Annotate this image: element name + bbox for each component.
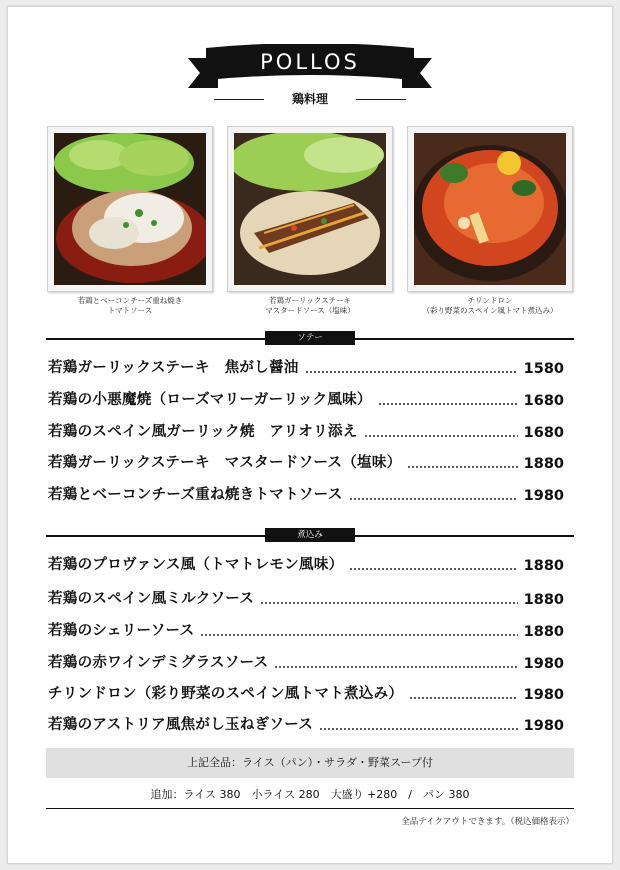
title-banner [188,44,432,94]
menu-item-price: 1980 [523,488,564,504]
leader-dots [349,498,518,500]
menu-item-price: 1880 [523,624,564,640]
photo-chilindron [407,126,573,292]
caption-line: 若鶏とベーコンチーズ重ね焼き [77,296,183,305]
menu-item-name: 若鶏の小悪魔焼（ローズマリーガーリック風味） [48,392,372,408]
menu-item [48,618,564,640]
caption-line: （彩り野菜のスペイン風トマト煮込み） [422,306,558,315]
menu-item-price: 1680 [523,393,564,409]
menu-item-name: 若鶏のスペイン風ガーリック焼 アリオリ添え [48,424,358,440]
section-label-saute: ソテー [265,331,355,345]
dish-photo-3 [414,133,566,285]
leader-dots [378,403,518,405]
menu-item [48,450,564,472]
page-subtitle: 鶏料理 [291,92,328,106]
dish-photo-1 [54,133,206,285]
menu-item-price: 1880 [523,592,564,608]
menu-item [48,681,564,703]
menu-item-name: 若鶏ガーリックステーキ マスタードソース（塩味） [48,455,402,471]
menu-item-name: 若鶏のスペイン風ミルクソース [48,591,255,607]
menu-item [48,586,564,608]
caption-line: マスタードソース（塩味） [265,306,355,315]
menu-item [48,419,564,441]
menu-item-price: 1980 [523,656,564,672]
photo-chicken-bacon-cheese [47,126,213,292]
photo-caption-3 [407,296,573,316]
section-label-stew: 煮込み [265,528,355,542]
menu-item-price: 1880 [523,558,564,574]
photo-garlic-steak-mustard [227,126,393,292]
leader-dots [260,602,517,604]
included-sides-note: 上記全品：ライス（パン）・サラダ・野菜スープ付 [46,748,574,778]
menu-item [48,712,564,734]
menu-item-name: 若鶏の赤ワインデミグラスソース [48,655,269,671]
leader-dots [409,697,517,699]
menu-item-price: 1980 [523,687,564,703]
menu-item-price: 1880 [523,456,564,472]
menu-item-price: 1580 [523,361,564,377]
caption-line: トマトソース [107,306,153,315]
subtitle-block [214,90,406,110]
leader-dots [364,435,518,437]
page-title: POLLOS [260,50,360,74]
menu-item [48,650,564,672]
leader-dots [349,568,517,570]
extras-price-note: 追加：ライス 380 小ライス 280 大盛り +280 / パン 380 [150,788,470,801]
menu-item-name: 若鶏のアストリア風焦がし玉ねぎソース [48,717,314,733]
menu-item-name: チリンドロン（彩り野菜のスペイン風トマト煮込み） [48,686,404,702]
menu-item-name: 若鶏のプロヴァンス風（トマトレモン風味） [48,557,344,573]
menu-item-name: 若鶏ガーリックステーキ 焦がし醤油 [48,360,299,376]
dish-photo-2 [234,133,386,285]
caption-line: 若鶏ガーリックステーキ [269,296,351,305]
leader-dots [274,666,517,668]
menu-item [48,482,564,504]
menu-item-price: 1680 [523,425,564,441]
menu-item-name: 若鶏のシェリーソース [48,623,195,639]
leader-dots [407,466,517,468]
footer-divider [46,808,574,809]
menu-item [48,552,564,574]
menu-item-name: 若鶏とベーコンチーズ重ね焼きトマトソース [48,487,343,503]
menu-item-price: 1980 [523,718,564,734]
leader-dots [319,728,518,730]
leader-dots [200,634,517,636]
leader-dots [305,371,518,373]
takeout-note: 全品テイクアウトできます。（税込価格表示） [401,817,574,827]
photo-caption-2 [227,296,393,316]
menu-item [48,355,564,377]
subtitle-right-line [356,99,406,100]
photo-caption-1 [47,296,213,316]
caption-line: チリンドロン [467,296,513,305]
menu-item [48,387,564,409]
